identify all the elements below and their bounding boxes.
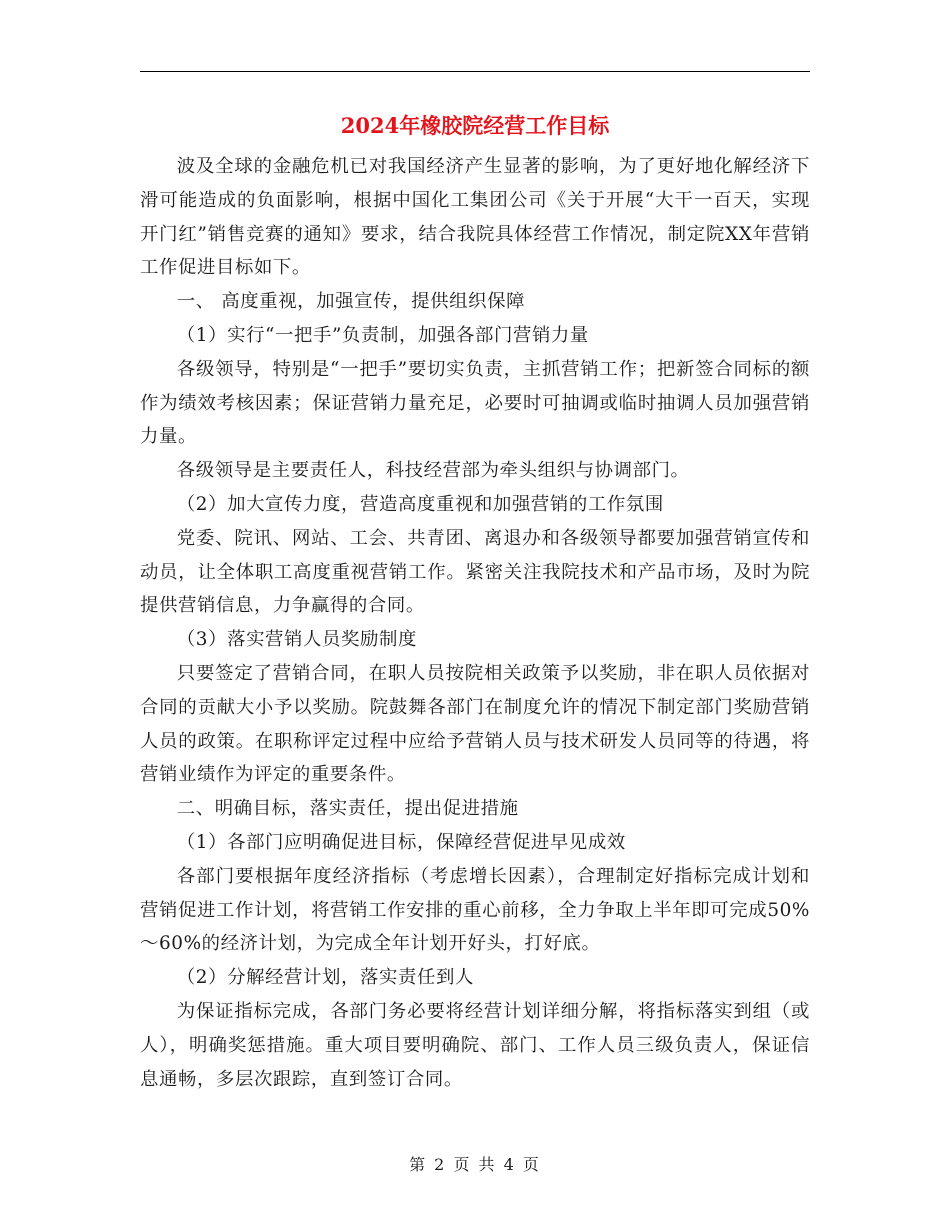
paragraph-1-3: 只要签定了营销合同，在职人员按院相关政策予以奖励，非在职人员依据对合同的贡献大小予以奖励。院鼓舞各部门在制度允许的情况下制定部门奖励营销人员的政策。在职称评定过程中应给予营销人员与技术研发人员同等的待遇，将营销业绩作为评定的重要条件。 [140,662,810,786]
document-title: 2024年橡胶院经营工作目标 [340,113,610,138]
paragraph-2-1: 各部门要根据年度经济指标（考虑增长因素），合理制定好指标完成计划和营销促进工作计划，将营销工作安排的重心前移，全力争取上半年即可完成50%～60%的经济计划，为完成全年计划开好头，打好底。 [140,865,810,955]
paragraph-intro: 波及全球的金融危机已对我国经济产生显著的影响，为了更好地化解经济下滑可能造成的负面影响，根据中国化工集团公司《关于开展“大干一百天，实现开门红”销售竞赛的通知》要求，结合我院具体经营工作情况，制定院XX年营销工作促进目标如下。 [140,156,810,279]
page-number: 第 2 页 共 4 页 [409,1155,541,1174]
subsection-heading-2-2: （2）分解经营计划，落实责任到人 [176,967,474,989]
subsection-heading-1-3: （3）落实营销人员奖励制度 [176,629,417,651]
section-heading-1: 一、 高度重视，加强宣传，提供组织保障 [176,291,526,313]
paragraph-1-2: 党委、院讯、网站、工会、共青团、离退办和各级领导都要加强营销宣传和动员，让全体职工高度重视营销工作。紧密关注我院技术和产品市场，及时为院提供营销信息，力争赢得的合同。 [140,527,810,617]
subsection-heading-1-1: （1）实行“一把手”负责制，加强各部门营销力量 [176,324,589,346]
document-body [140,150,810,1096]
subsection-heading-2-1: （1）各部门应明确促进目标，保障经营促进早见成效 [176,831,626,853]
paragraph-2-2: 为保证指标完成，各部门务必要将经营计划详细分解，将指标落实到组（或人），明确奖惩措施。重大项目要明确院、部门、工作人员三级负责人，保证信息通畅，多层次跟踪，直到签订合同。 [140,1000,810,1090]
paragraph-1-1-a: 各级领导，特别是“一把手”要切实负责，主抓营销工作；把新签合同标的额作为绩效考核因素；保证营销力量充足，必要时可抽调或临时抽调人员加强营销力量。 [140,358,810,448]
paragraph-1-1-b: 各级领导是主要责任人，科技经营部为牵头组织与协调部门。 [176,460,690,482]
section-heading-2: 二、明确目标，落实责任，提出促进措施 [176,798,519,820]
subsection-heading-1-2: （2）加大宣传力度，营造高度重视和加强营销的工作氛围 [176,493,664,515]
header-rule [140,71,810,72]
